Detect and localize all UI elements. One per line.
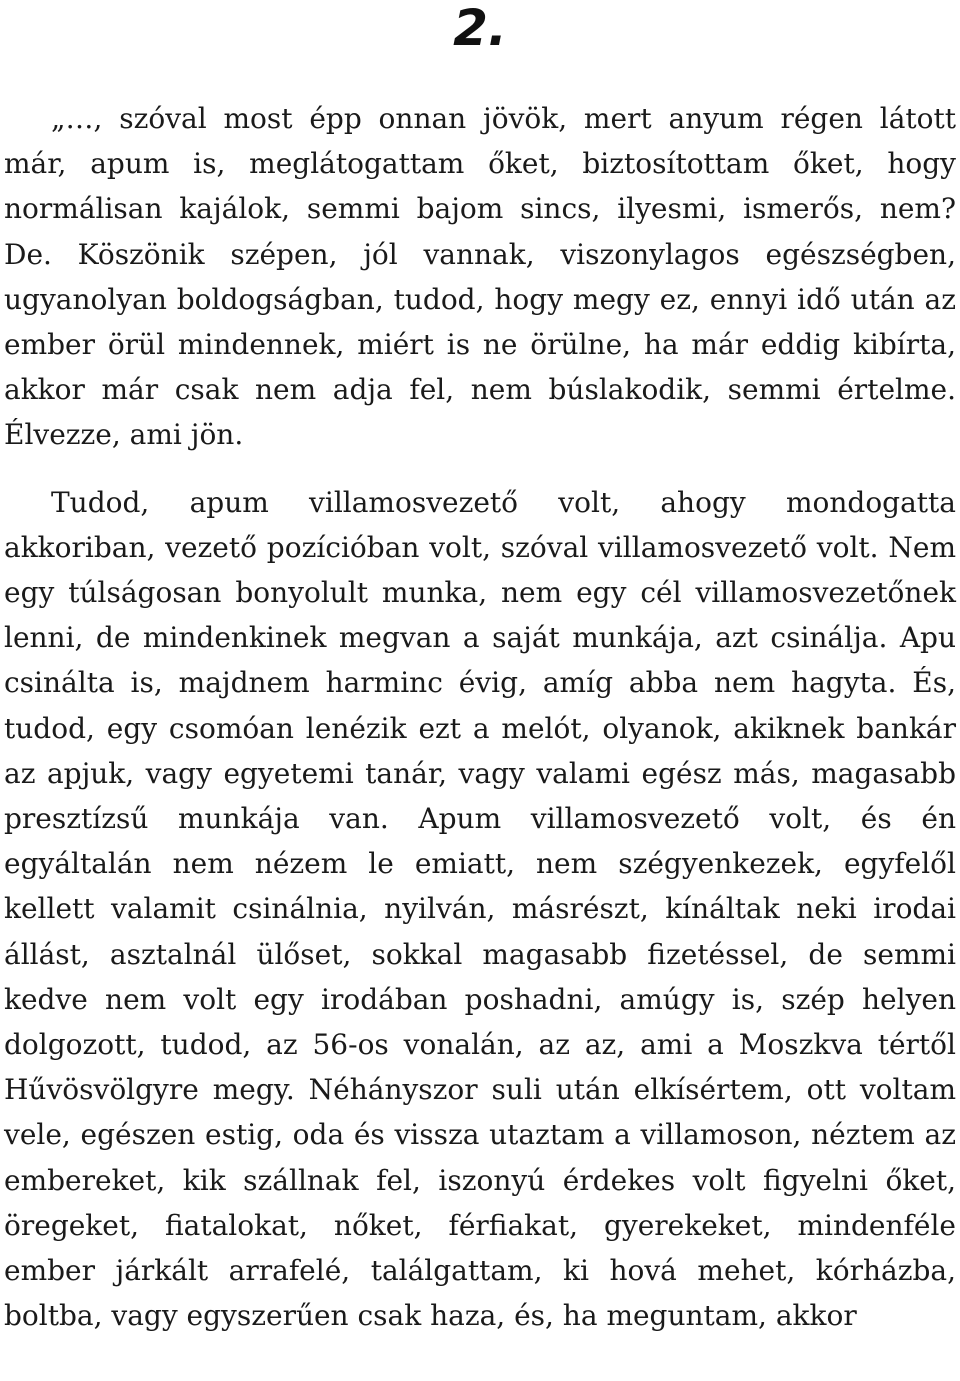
paragraph-2: Tudod, apum villamosvezető volt, ahogy mondogatta akkoriban, vezető pozícióban volt, szóval villamosvezető volt. Nem egy túlságosan bonyolult munka, nem egy cél villamosvezetőnek lenni, de mindenkinek megvan a saját munkája, azt csinálja. Apu csinálta is, majdnem harminc évig, amíg abba nem hagyta. És, tudod, egy csomóan lenézik ezt a melót, olyanok, akiknek bankár az apjuk, vagy egyetemi tanár, vagy valami egész más, magasabb presztízsű munkája van. Apum villamosvezető volt, és én egyáltalán nem nézem le emiatt, nem szégyenkezek, egyfelől kellett valamit csinálnia, nyilván, másrészt, kínáltak neki irodai állást, asztalnál ülőset, sokkal magasabb fizetéssel, de semmi kedve nem volt egy irodában poshadni, amúgy is, szép helyen dolgozott, tudod, az 56-os vonalán, az az, ami a Moszkva tértől Hűvösvölgyre megy. Néhányszor suli után elkísértem, ott voltam vele, egészen estig, oda és vissza utaztam a villamoson, néztem az embereket, kik szállnak fel, iszonyú érdekes volt figyelni őket, öregeket, fiatalokat, nőket, férfiakat, gyerekeket, mindenféle ember járkált arrafelé, találgattam, ki hová mehet, kórházba, boltba, vagy egyszerűen csak haza, és, ha meguntam, akkor (4, 485, 956, 1333)
chapter-number: 2. (453, 0, 507, 57)
chapter-body (4, 96, 956, 1338)
book-page (4, 0, 956, 1381)
paragraph-1: „…, szóval most épp onnan jövök, mert anyum régen látott már, apum is, meglátogattam őket, biztosítottam őket, hogy normálisan kajálok, semmi bajom sincs, ilyesmi, ismerős, nem? De. Köszönik szépen, jól vannak, viszonylagos egészségben, ugyanolyan boldogságban, tudod, hogy megy ez, ennyi idő után az ember örül mindennek, miért is ne örülne, ha már eddig kibírta, akkor már csak nem adja fel, nem búslakodik, semmi értelme. Élvezze, ami jön. (4, 102, 956, 452)
